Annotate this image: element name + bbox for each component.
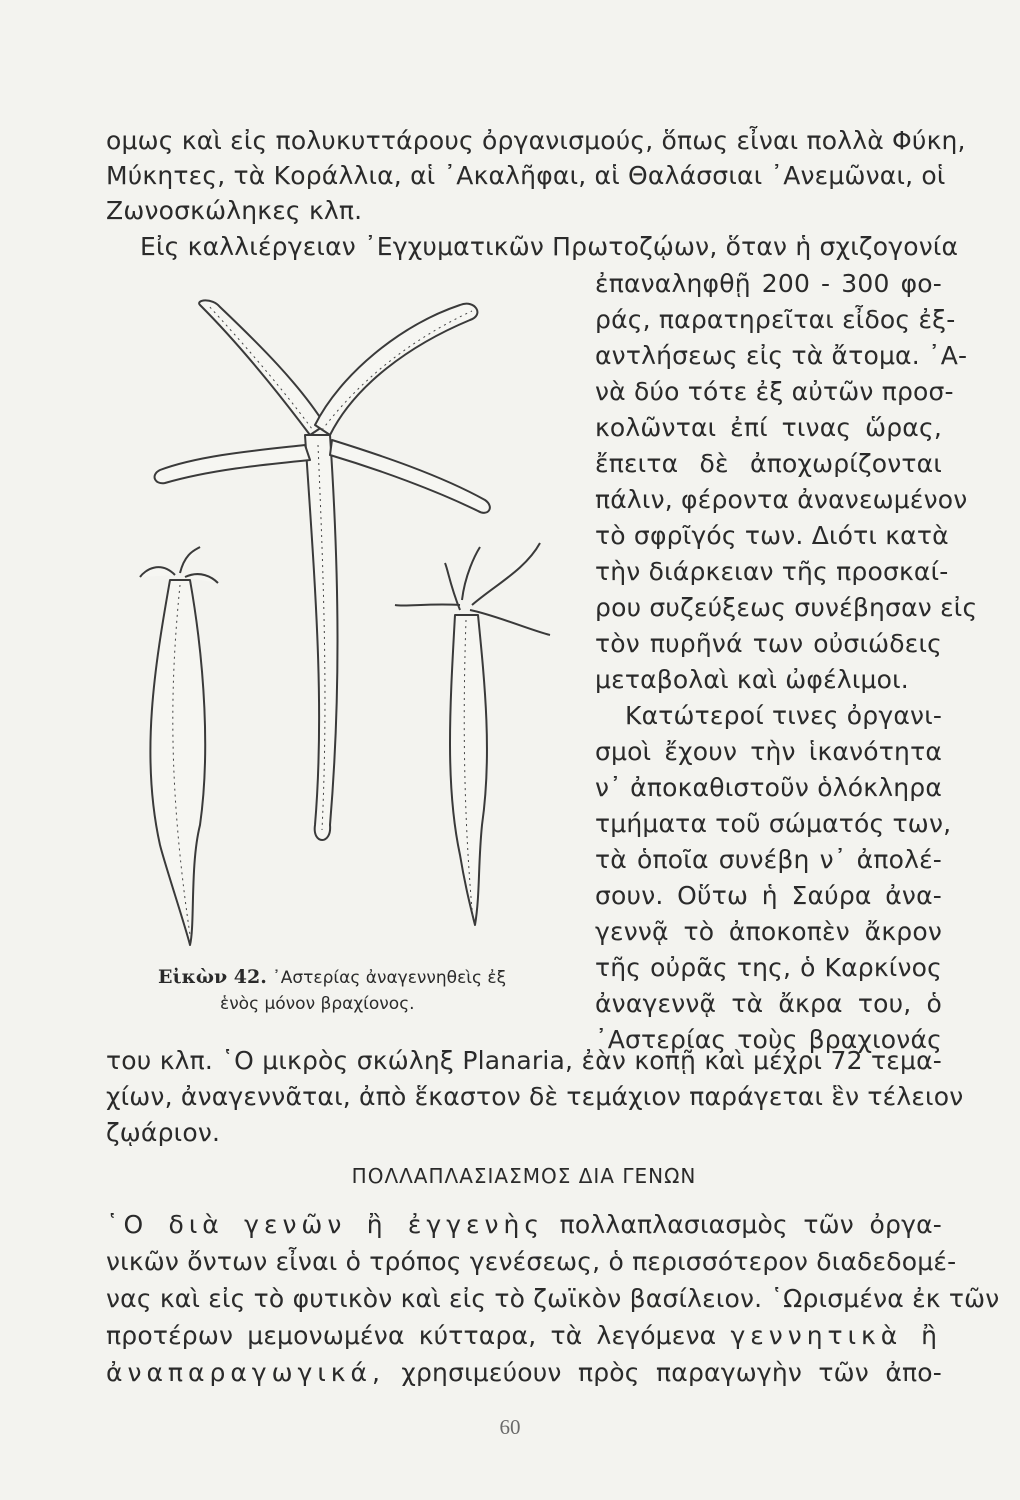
text-line: του κλπ. ῾Ο μικρὸς σκώληξ Planaria, ἐὰν κοπῇ καὶ μέχρι 72 τεμα-	[106, 1046, 942, 1075]
starfish-small-arm	[140, 547, 218, 583]
figure-caption	[158, 966, 506, 989]
text-line	[106, 1210, 942, 1240]
caption-text: ἑνὸς μόνον βραχίονος.	[220, 994, 415, 1014]
text-line: τὴν διάρκειαν τῆς προσκαί-	[595, 557, 949, 586]
text-line: αντλήσεως εἰς τὰ ἄτομα. ᾿Α-	[595, 341, 968, 370]
text-line: σμοὶ ἔχουν τὴν ἱκανότητα	[595, 737, 942, 766]
starfish-illustration	[100, 285, 570, 965]
text-line: ἀναγεννᾷ τὰ ἄκρα του, ὁ	[595, 989, 942, 1018]
starfish-large-arm	[305, 435, 338, 840]
starfish-large-arm	[330, 440, 490, 513]
starfish-large-arm	[155, 445, 310, 483]
text-line: νας καὶ εἰς τὸ φυτικὸν καὶ εἰς τὸ ζωϊκὸν βασίλειον. ῾Ωρισμένα ἐκ τῶν	[106, 1284, 1000, 1313]
text-line: ἐπαναληφθῇ 200 - 300 φο-	[595, 269, 942, 298]
text-span: χρησιμεύουν πρὸς παραγωγὴν τῶν ἀπο-	[401, 1358, 942, 1387]
text-line: Κατώτεροί τινες ὀργανι-	[625, 701, 943, 730]
starfish-small-body	[450, 615, 487, 925]
text-line: μεταβολαὶ καὶ ὠφέλιμοι.	[595, 665, 909, 694]
text-line: νικῶν ὄντων εἶναι ὁ τρόπος γενέσεως, ὁ περισσότερον διαδεδομέ-	[106, 1247, 957, 1276]
spaced-text: ῾Ο διὰ γενῶν ἢ ἐγγενὴς	[106, 1210, 545, 1239]
text-line: νὰ δύο τότε ἐξ αὐτῶν προσ-	[595, 377, 954, 406]
starfish-small-body	[150, 580, 205, 945]
text-line: γεννᾷ τὸ ἀποκοπὲν ἄκρον	[595, 917, 942, 946]
text-line: χίων, ἀναγεννᾶται, ἀπὸ ἕκαστον δὲ τεμάχιον παράγεται ἓν τέλειον	[106, 1082, 964, 1111]
text-line: τὸ σφρῖγός των. Διότι κατὰ	[595, 521, 949, 550]
text-line: ᾿Αστερίας τοὺς βραχιονάς	[595, 1025, 942, 1054]
text-line: ράς, παρατηρεῖται εἶδος ἐξ-	[595, 305, 956, 334]
text-line: τὰ ὁποῖα συνέβη ν᾿ ἀπολέ-	[595, 845, 942, 874]
text-line: Ζωνοσκώληκες κλπ.	[106, 196, 363, 225]
spaced-text: ἀναπαραγωγικά,	[106, 1358, 385, 1387]
starfish-large-arm	[315, 304, 477, 435]
text-line: ν᾿ ἀποκαθιστοῦν ὁλόκληρα	[595, 773, 942, 802]
text-line: τὸν πυρῆνά των οὐσιώδεις	[595, 629, 942, 658]
text-line: ζῳάριον.	[106, 1118, 221, 1147]
text-span: πολλαπλασιασμὸς τῶν ὀργα-	[559, 1210, 942, 1239]
text-line	[106, 1358, 942, 1388]
text-line	[106, 1321, 942, 1351]
page-number: 60	[499, 1415, 521, 1439]
figure-label: Εἰκὼν 42.	[158, 966, 267, 988]
section-heading: ΠΟΛΛΑΠΛΑΣΙΑΣΜΟΣ ΔΙΑ ΓΕΝΩΝ	[351, 1164, 697, 1188]
text-span: προτέρων μεμονωμένα κύτταρα, τὰ λεγόμενα	[106, 1321, 717, 1350]
text-line: Μύκητες, τὰ Κοράλλια, αἱ ᾿Ακαλῆφαι, αἱ Θαλάσσιαι ᾿Ανεμῶναι, οἱ	[106, 161, 946, 190]
caption-text: ᾿Αστερίας ἀναγεννηθεὶς ἐξ	[272, 968, 507, 988]
text-line: ἔπειτα δὲ ἀποχωρίζονται	[595, 449, 942, 478]
text-line: τμήματα τοῦ σώματός των,	[595, 809, 952, 838]
text-line: πάλιν, φέροντα ἀνανεωμένον	[595, 485, 968, 514]
text-line: σουν. Οὕτω ἡ Σαύρα ἀνα-	[595, 881, 942, 910]
text-line: Εἰς καλλιέργειαν ᾿Εγχυματικῶν Πρωτοζῴων, ὅταν ἡ σχιζογονία	[140, 232, 959, 261]
starfish-large-arm	[199, 300, 325, 435]
spaced-text: γεννητικὰ ἢ	[730, 1321, 942, 1350]
text-line: ομως καὶ εἰς πολυκυττάρους ὀργανισμούς, ὅπως εἶναι πολλὰ Φύκη,	[106, 126, 966, 155]
text-line: ρου συζεύξεως συνέβησαν εἰς	[595, 593, 978, 622]
text-line: κολῶνται ἐπί τινας ὥρας,	[595, 413, 942, 442]
text-line: τῆς οὐρᾶς της, ὁ Καρκίνος	[595, 953, 942, 982]
